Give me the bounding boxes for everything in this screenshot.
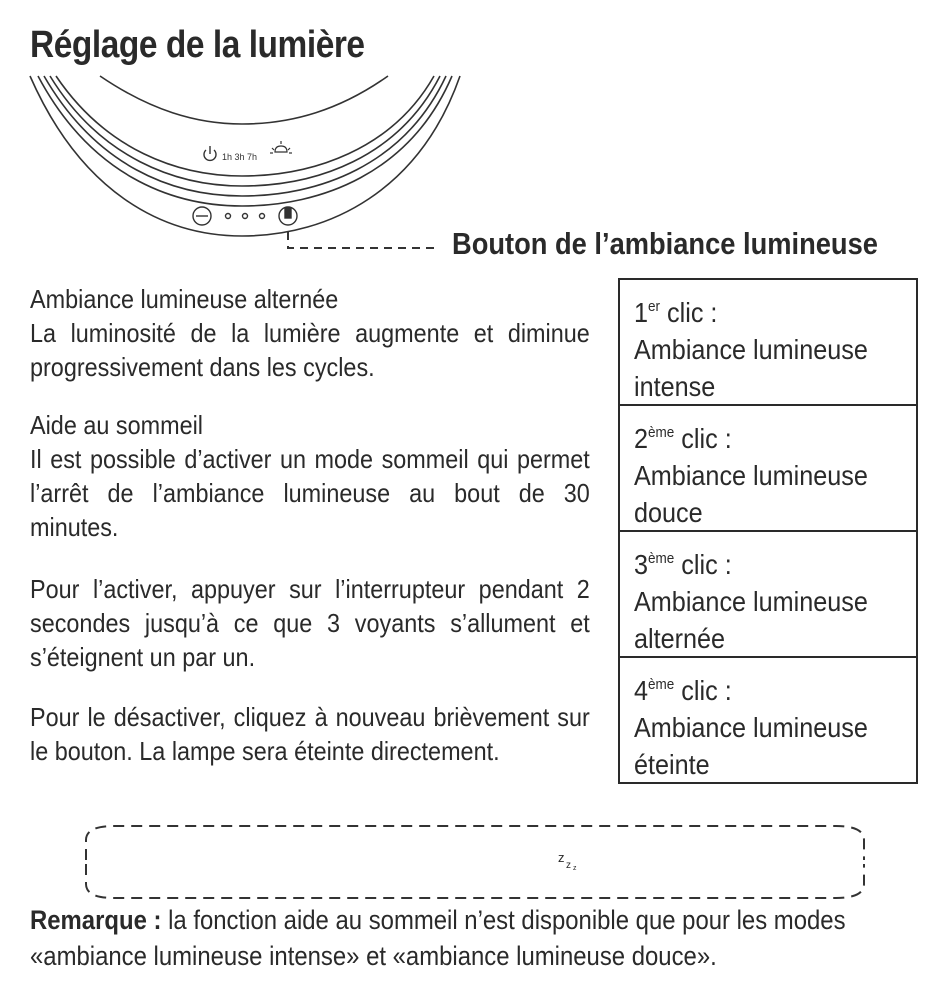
activer-paragraph: Pour l’activer, appuyer sur l’interrupteur pendant 2 secondes jusqu’à ce que 3 voyants s’allument et s’éteignent un par un. bbox=[30, 574, 590, 672]
mode-cell-1: 1er clic : Ambiance lumineuse intense bbox=[620, 280, 916, 406]
mode-cell-3: 3ème clic : Ambiance lumineuse alternée bbox=[620, 532, 916, 658]
indicator-led bbox=[226, 214, 231, 219]
light-modes-table bbox=[618, 278, 918, 784]
lamp-top bbox=[100, 76, 388, 124]
mode-label: Ambiance lumineuse intense bbox=[634, 334, 868, 402]
light-button-callout: Bouton de l’ambiance lumineuse bbox=[452, 226, 878, 261]
callout-line bbox=[288, 232, 440, 248]
sommeil-title: Aide au sommeil bbox=[30, 410, 203, 440]
lamp-base-illustration bbox=[0, 60, 950, 250]
alternee-title: Ambiance lumineuse alternée bbox=[30, 284, 339, 314]
sommeil-body: Il est possible d’activer un mode sommeil qui permet l’arrêt de l’ambiance lumineuse au bout de 30 minutes. bbox=[30, 444, 590, 542]
remark-label: Remarque : bbox=[30, 905, 162, 935]
alternee-body: La luminosité de la lumière augmente et diminue progressivement dans les cycles. bbox=[30, 318, 590, 382]
mode-label: Ambiance lumineuse douce bbox=[634, 460, 868, 528]
desactiver-paragraph: Pour le désactiver, cliquez à nouveau brièvement sur le bouton. La lampe sera éteinte directement. bbox=[30, 702, 590, 766]
svg-text:z: z bbox=[558, 850, 565, 865]
page-title: Réglage de la lumière bbox=[30, 24, 365, 66]
sleep-moon-icon bbox=[539, 844, 577, 878]
control-buttons bbox=[193, 207, 297, 225]
remark-note bbox=[30, 902, 897, 974]
remark-text: la fonction aide au sommeil n’est disponible que pour les modes «ambiance lumineuse intense» et «ambiance lumineuse douce». bbox=[30, 905, 846, 971]
mode-label: Ambiance lumineuse éteinte bbox=[634, 712, 868, 780]
svg-text:z: z bbox=[573, 865, 577, 872]
power-icon bbox=[204, 146, 216, 160]
mode-cell-2: 2ème clic : Ambiance lumineuse douce bbox=[620, 406, 916, 532]
lamp-ring bbox=[44, 76, 446, 196]
mode-label: Ambiance lumineuse alternée bbox=[634, 586, 868, 654]
timer-labels: 1h 3h 7h bbox=[222, 152, 258, 162]
indicator-led bbox=[260, 214, 265, 219]
light-bulb-icon bbox=[270, 141, 292, 153]
indicator-led bbox=[243, 214, 248, 219]
sommeil-section bbox=[30, 408, 590, 544]
svg-text:z: z bbox=[566, 860, 571, 871]
alternee-section bbox=[30, 282, 590, 384]
mode-cell-4: 4ème clic : Ambiance lumineuse éteinte bbox=[620, 658, 916, 782]
lamp-ring bbox=[50, 76, 440, 186]
sleep-note-box bbox=[80, 820, 870, 904]
